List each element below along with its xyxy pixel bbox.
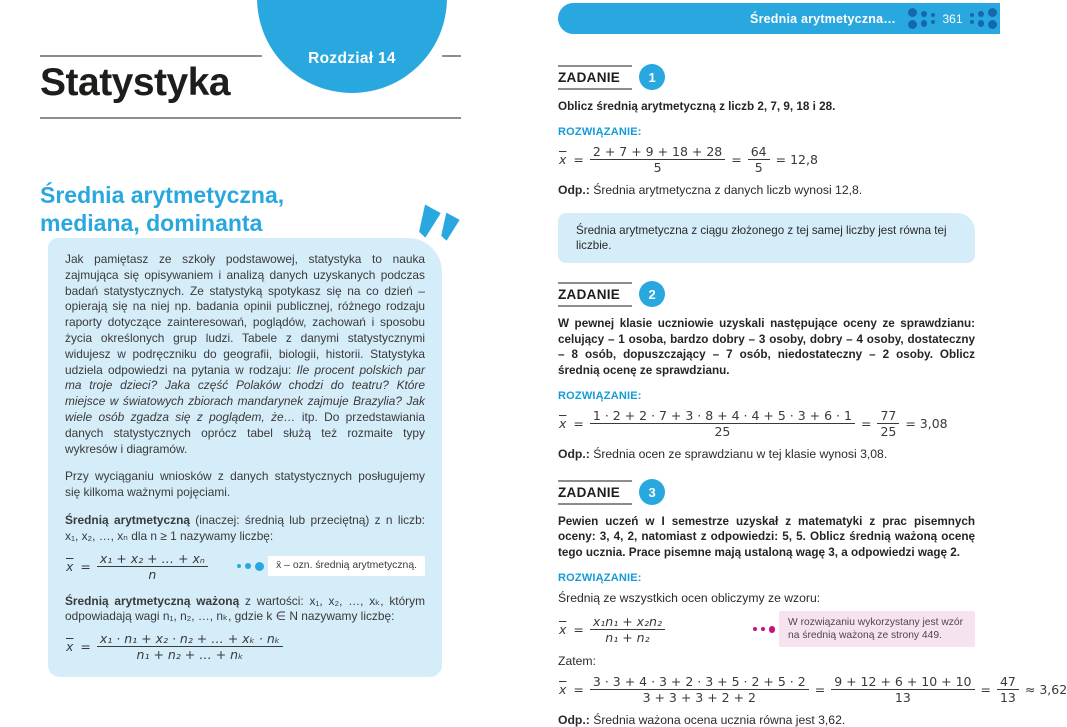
formula-row: [558, 611, 975, 647]
formula-weighted-mean: $\overline{x}$ = $\frac{\text{x₁ · n₁ + x₂ · n₂ + … + xₖ · nₖ}}{\text{n₁ + n₂ + … + nₖ}}$: [65, 631, 283, 662]
dot-icon: [255, 562, 264, 571]
dot-icon: [753, 627, 757, 631]
solution-formula: $\overline{x}$ = $\frac{2 + 7 + 9 + 18 + 28}{5}$ = $\frac{64}{5}$ = 12,8: [559, 144, 818, 176]
definition-lead: Średnią arytmetyczną ważoną: [65, 593, 240, 608]
margin-note-text: W rozwiązaniu wykorzystany jest wzór na średnią ważoną ze strony 449.: [779, 611, 975, 647]
dot-pattern-icon: [970, 8, 998, 29]
solution-label: ROZWIĄZANIE:: [558, 572, 642, 585]
task-answer: [558, 713, 975, 727]
chapter-badge: [257, 0, 447, 93]
answer-text: Średnia ważona ocena ucznia równa jest 3,62.: [589, 713, 846, 727]
task-number-badge: 1: [639, 64, 665, 90]
intro-text: Jak pamiętasz ze szkoły podstawowej, statystyka to nauka zajmująca się opisywaniem i analizą danych uzyskanych podczas badań statystycznych. Ze statystyką spotykasz się na co dzień – opierają się na niej np. badania opinii publicznej, różnego rodzaju raporty dotyczące zainteresowań, poglądów, zachowań i sposobu życia określonych grup ludzi. Tabele z danymi statystycznymi widujesz w podręczniku do geografii, biologii, historii. Statystyka udziela odpowiedzi na pytania w rodzaju:: [65, 252, 425, 377]
page-title: Statystyka: [40, 61, 231, 104]
dot-pattern-icon: [908, 8, 936, 29]
wedge-icon: [441, 212, 460, 241]
task-question: W pewnej klasie uczniowie uzyskali następujące oceny ze sprawdzianu: celujący – 1 osoba, bardzo dobry – 3 osoby, dobry – 4 osoby, dostateczny – 8 osób, dopuszczający – 7 osób, niedostateczny – 2 osoby. Oblicz średnią ocenę ze sprawdzianu.: [558, 317, 975, 377]
task-2: [558, 281, 975, 461]
then-label: Zatem:: [558, 654, 596, 669]
task-number-badge: 3: [639, 479, 665, 505]
dot-icon: [769, 626, 776, 633]
margin-note: [237, 556, 425, 576]
definition-rest: z wartości: x₁, x₂, …, xₖ, którym odpowiadają wagi n₁, n₂, …, nₖ, gdzie k ∈ N nazywamy liczbę:: [65, 593, 425, 624]
formula-arithmetic-mean: $\overline{x}$ = $\frac{\text{x₁ + x₂ + … + xₙ}}{n}$: [65, 551, 208, 582]
margin-note: [753, 611, 976, 647]
dot-icon: [237, 564, 241, 568]
margin-note-text: x̄ – ozn. średnią arytmetyczną.: [268, 556, 425, 576]
solution-formula-general: $\overline{x}$ = $\frac{\text{x₁n₁ + x₂n₂}}{\text{n₁ + n₂}}$: [558, 614, 665, 645]
task-question: Pewien uczeń w I semestrze uzyskał z matematyki z prac pisemnych oceny: 3, 4, 2, natomiast z odpowiedzi: 5, 5. Oblicz średnią ważoną ocenę tego ucznia. Prace pisemne mają ustaloną wagę 3, a odpowiedzi wagę 2.: [558, 515, 975, 559]
task-column: [558, 64, 1067, 727]
divider: [40, 55, 262, 57]
intro-text: itp. Do przedstawiania danych statystycznych oprócz tabel służą też rozmaite typy wykresów i diagramów.: [65, 409, 425, 456]
wedge-icon: [419, 204, 442, 239]
task-answer: [558, 447, 975, 461]
answer-lead: Odp.:: [558, 447, 590, 462]
task-answer: [558, 183, 975, 197]
task-number-badge: 2: [639, 281, 665, 307]
divider: [40, 117, 461, 119]
formula-row: [65, 551, 425, 582]
intro-paragraph: [65, 252, 425, 457]
tip-box: Średnia arytmetyczna z ciągu złożonego z tej samej liczby jest równa tej liczbie.: [558, 213, 975, 263]
task-header: [558, 64, 975, 90]
dot-icon: [245, 563, 252, 570]
intro-box: [48, 238, 442, 677]
section-heading: Średnia arytmetyczna, mediana, dominanta: [40, 182, 285, 236]
solution-formula: $\overline{x}$ = $\frac{1 \cdot 2 + 2 \cdot 7 + 3 \cdot 8 + 4 \cdot 4 + 5 \cdot 3 + 6 \cdot 1}{25}$ = $\frac{77}{25}$ = 3,08: [559, 408, 948, 440]
page-number: 361: [942, 11, 963, 26]
task-3: [558, 479, 1067, 727]
solution-formula-calc: $\overline{x}$ = $\frac{3 \cdot 3 + 4 \cdot 3 + 2 \cdot 3 + 5 \cdot 2 + 5 \cdot 2}{3 + 3 + 3 + 2 + 2}$ = $\frac{9 + 12 + 6 + 10 + 10}{13}$ = $\frac{47}{13}$ ≈ 3,62: [559, 674, 1067, 706]
task-header: [558, 479, 975, 505]
task-1: [558, 64, 975, 197]
definition-arithmetic-mean: [65, 513, 425, 545]
decorative-wedges-icon: [420, 205, 466, 245]
task-label: ZADANIE: [558, 65, 632, 90]
solution-label: ROZWIĄZANIE:: [558, 126, 642, 139]
running-header-title: Średnia arytmetyczna…: [750, 11, 896, 26]
running-header: [558, 3, 1000, 34]
answer-text: Średnia ocen ze sprawdzianu w tej klasie wynosi 3,08.: [589, 447, 888, 462]
task-label: ZADANIE: [558, 282, 632, 307]
definition-rest: (inaczej: średnią lub przeciętną) z n liczb: x₁, x₂, …, xₙ dla n ≥ 1 nazywamy liczbę:: [65, 512, 425, 543]
task-question: Oblicz średnią arytmetyczną z liczb 2, 7, 9, 18 i 28.: [558, 100, 836, 113]
answer-lead: Odp.:: [558, 713, 590, 727]
answer-text: Średnia arytmetyczna z danych liczb wynosi 12,8.: [589, 183, 863, 198]
solution-intro: Średnią ze wszystkich ocen obliczymy ze wzoru:: [558, 591, 821, 606]
dot-icon: [761, 627, 765, 631]
task-header: [558, 281, 975, 307]
intro-paragraph-2: Przy wyciąganiu wniosków z danych statystycznych posługujemy się kilkoma ważnymi pojęciami.: [65, 469, 425, 500]
answer-lead: Odp.:: [558, 183, 590, 198]
chapter-label: Rozdział 14: [308, 50, 396, 67]
task-label: ZADANIE: [558, 480, 632, 505]
definition-lead: Średnią arytmetyczną: [65, 512, 190, 527]
definition-weighted-mean: [65, 594, 425, 626]
intro-text-italic: Ile procent polskich par ma troje dzieci? Jaka część Polaków chodzi do teatru? Które miejsce w światowych zbiorach mandarynek zajmuje Brazylia? Jak wiele osób zgadza się z poglądem, że…: [65, 362, 425, 424]
solution-label: ROZWIĄZANIE:: [558, 390, 642, 403]
